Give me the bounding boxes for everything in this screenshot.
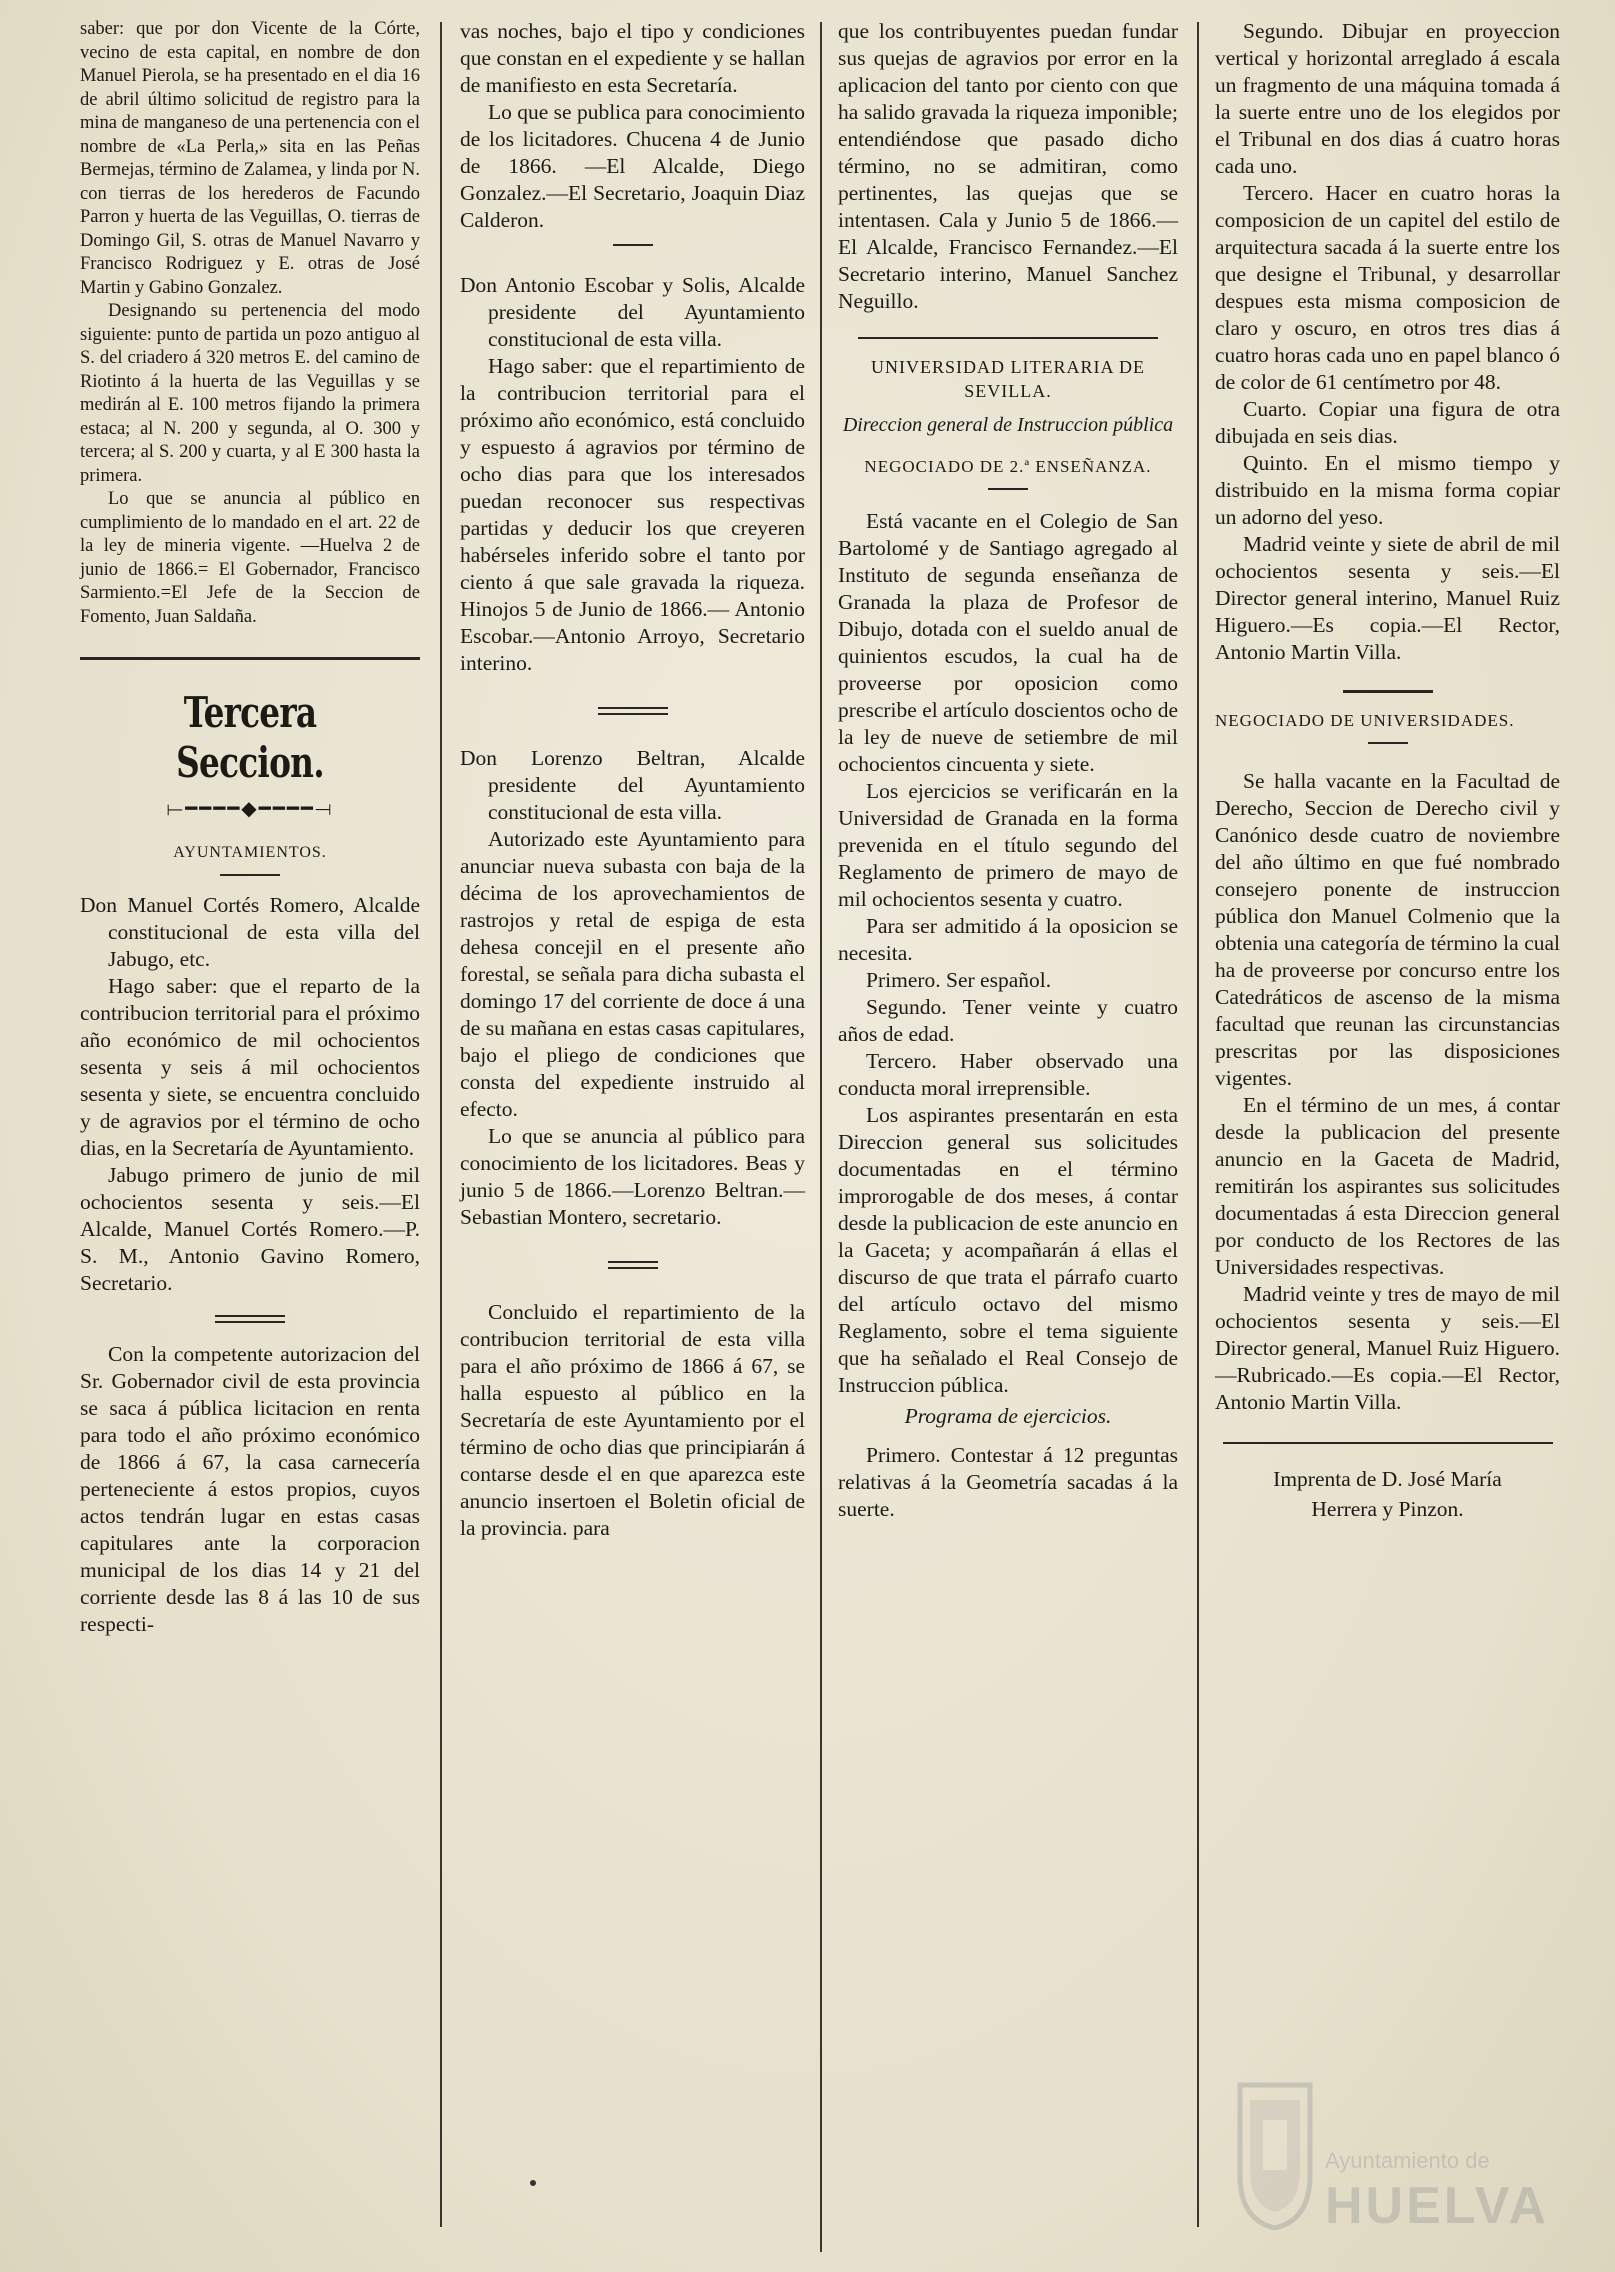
column-rule [440,22,442,2227]
beas-notice-body: Autorizado este Ayuntamiento para anunciar nueva subasta con baja de la décima de los aprovechamientos de rastrojos y retal de espiga de esta dehesa concejil en el presente año forestal, se señala para dicha subasta el domingo 17 del corriente de doce á una de su mañana en estas casas capitulares, bajo el pliego de condiciones que consta del expediente instruido al efecto. [460,827,805,1121]
imprenta-line-2: Herrera y Pinzon. [1311,1497,1464,1521]
chucena-notice-cont: vas noches, bajo el tipo y condiciones que constan en el expediente y se hallan de manifiesto en esta Secretaría. [460,19,805,97]
requisito-primero: Primero. Ser español. [866,968,1052,992]
beas-notice-signature: Lo que se anuncia al público para conocimiento de los licitadores. Beas y junio 5 de 1866.—Lorenzo Beltran.—Sebastian Montero, secretario. [460,1124,805,1229]
ejercicio-primero: Primero. Contestar á 12 preguntas relativas á la Geometría sacadas á la suerte. [838,1443,1178,1521]
double-dash-divider [598,707,668,715]
aspirantes-text: Los aspirantes presentarán en esta Direccion general sus solicitudes documentadas en el término improrogable de dos meses, á contar desde la publicacion de este anuncio en la Gaceta; y acompañarán á ellas el discurso de que trata el párrafo cuarto del artículo octavo del mismo Reglamento, sobre el tema siguiente que ha señalado el Real Consejo de Instruccion pública. [838,1103,1178,1397]
column-rule [1197,22,1199,2227]
mining-notice-closing: Lo que se anuncia al público en cumplimiento de lo mandado en el art. 22 de la ley de mineria vigente. —Huelva 2 de junio de 1866.= El Gobernador, Francisco Sarmiento.=El Jefe de la Seccion de Fomento, Juan Saldaña. [80,489,420,627]
madrid-signature-1: Madrid veinte y siete de abril de mil ochocientos sesenta y seis.—El Director general interino, Manuel Ruiz Higuero.—Es copia.—El Rector, Antonio Martin Villa. [1215,532,1560,664]
column-4 [1215,18,1560,1524]
derecho-vacancy-text: Se halla vacante en la Facultad de Derecho, Seccion de Derecho civil y Canónico desde cuatro de noviembre del año último en que fué nombrado consejero ponente de instruccion pública don Manuel Colmenio que la obtenia una categoría de término la cual ha de proveerse por concurso entre los Catedráticos de ascenso de la misma facultad que reunan las circunstancias prescritas por las disposiciones vigentes. [1215,769,1560,1090]
dash-divider [988,488,1028,490]
dibujo-vacancy-text: Está vacante en el Colegio de San Bartolomé y de Santiago agregado al Instituto de segunda enseñanza de Granada la plaza de Profesor de Dibujo, dotada con el sueldo anual de quinientos escudos, la cual ha de proveerse por oposicion como prescribe el artículo doscientos ocho de la ley de nueve de setiembre de mil ochocientos cincuenta y siete. [838,509,1178,776]
ejercicio-tercero: Tercero. Hacer en cuatro horas la composicion de un capitel del estilo de arquitectura sacada á la suerte entre los que designe el Tribunal, y desarrollar despues esta misma composicion de claro y oscuro, en otros tres dias á cuatro horas cada uno en papel blanco ó de color de 61 centímetro por 48. [1215,181,1560,394]
coat-of-arms-icon [1235,2080,1315,2230]
mining-notice-text: saber: que por don Vicente de la Córte, vecino de esta capital, en nombre de don Manuel Pierola, se ha presentado en el dia 16 de abril último solicitud de registro para la mina de manganeso de una pertenencia con el nombre de «La Perla,» sita en las Peñas Bermejas, término de Zalamea, y linda por N. con tierras de los herederos de Facundo Parron y huerta de las Veguillas, O. tierras de Domingo Gil, S. otras de Manuel Navarro y Francisco Rodriguez y E. otras de José Martin y Gabino Gonzalez. [80,19,420,298]
jabugo-notice-body: Hago saber: que el reparto de la contribucion territorial para el próximo año económico de mil ochocientos sesenta y seis á mil ochocientos sesenta y siete, se encuentra concluido y de agravios por el término de ocho dias, en la Secretaría de Ayuntamiento. [80,974,420,1160]
madrid-signature-2: Madrid veinte y tres de mayo de mil ochocientos sesenta y seis.—El Director general, Manuel Ruiz Higuero. —Rubricado.—Es copia.—El Rector, Antonio Martin Villa. [1215,1282,1560,1414]
plazo-text: En el término de un mes, á contar desde la publicacion del presente anuncio en la Gaceta de Madrid, remitirán los aspirantes sus solicitudes documentadas á esta Direccion general por conducto de los Rectores de las Universidades respectivas. [1215,1093,1560,1279]
section-divider [1343,690,1433,693]
direccion-heading: Direccion general de Instruccion pública [842,414,1174,436]
beas-notice-head: Don Lorenzo Beltran, Alcalde presidente del Ayuntamiento constitucional de esta villa. [460,746,805,824]
column-1 [80,18,420,1638]
admision-text: Para ser admitido á la oposicion se necesita. [838,914,1178,965]
ayuntamientos-heading: AYUNTAMIENTOS. [173,844,327,861]
programa-heading: Programa de ejercicios. [904,1404,1112,1428]
jabugo-notice-signature: Jabugo primero de junio de mil ochocientos sesenta y seis.—El Alcalde, Manuel Cortés Romero.—P. S. M., Antonio Gavino Romero, Secretario. [80,1163,420,1295]
section-divider [80,657,420,660]
requisito-tercero: Tercero. Haber observado una conducta moral irreprensible. [838,1049,1178,1100]
watermark-line-1: Ayuntamiento de [1325,2148,1490,2173]
section-divider [858,337,1158,339]
jabugo-notice-head: Don Manuel Cortés Romero, Alcalde constitucional de esta villa del Jabugo, etc. [80,893,420,971]
imprenta-line-1: Imprenta de D. José María [1273,1467,1502,1491]
column-rule [820,22,822,2252]
negociado-universidades-heading: NEGOCIADO DE UNIVERSIDADES. [1215,711,1515,730]
section-title: Tercera Seccion. [176,688,324,787]
requisito-segundo: Segundo. Tener veinte y cuatro años de edad. [838,995,1178,1046]
chucena-notice-signature: Lo que se publica para conocimiento de los licitadores. Chucena 4 de Junio de 1866. —El Alcalde, Diego Gonzalez.—El Secretario, Joaquin Diaz Calderon. [460,100,806,232]
double-dash-divider [608,1261,658,1269]
column-3 [838,18,1178,1523]
watermark-line-2: HUELVA [1325,2177,1550,2235]
ornament-divider: ⟝━━━━◆━━━━⟞ [166,798,334,820]
hinojos-notice-body: Hago saber: que el repartimiento de la contribucion territorial para el próximo año económico, está concluido y espuesto á agravios por término de ocho dias para que los interesados puedan reconocer sus respectivas partidas y deducir los que creyeren habérseles inferido sobre el tanto por ciento á que sale gravada la riqueza. Hinojos 5 de Junio de 1866.— Antonio Escobar.—Antonio Arroyo, Secretario interino. [460,354,805,675]
carniceria-notice: Con la competente autorizacion del Sr. Gobernador civil de esta provincia se saca á pública licitacion en renta para todo el año próximo económico de 1866 á 67, la casa carnecería perteneciente á estos propios, cuyos actos tendrán lugar en estas casas capitulares ante la corporacion municipal de los dias 14 y 21 del corriente desde las 8 á las 10 de sus respecti- [80,1342,420,1636]
ejercicio-cuarto: Cuarto. Copiar una figura de otra dibujada en seis dias. [1215,397,1560,448]
footer-divider [1223,1442,1553,1444]
cala-notice-cont: que los contribuyentes puedan fundar sus quejas de agravios por error en la aplicacion del tanto por ciento con que ha salido gravada la riqueza imponible; entendiéndose que pasado dicho término, no se admitiran, como pertinentes, las quejas que se intentasen. Cala y Junio 5 de 1866.—El Alcalde, Francisco Fernandez.—El Secretario interino, Manuel Sanchez Neguillo. [838,19,1178,313]
university-heading: UNIVERSIDAD LITERARIA DE SEVILLA. [871,357,1145,401]
ejercicio-segundo: Segundo. Dibujar en proyeccion vertical y horizontal arreglado á escala un fragmento de una máquina tomada á la suerte entre uno de los elegidos por el Tribunal en dos dias á cuatro horas cada uno. [1215,19,1560,178]
ejercicios-text: Los ejercicios se verificarán en la Universidad de Granada en la forma prevenida en el título segundo del Reglamento de primero de mayo de mil ochocientos sesenta y cuatro. [838,779,1178,911]
hinojos-notice-head: Don Antonio Escobar y Solis, Alcalde presidente del Ayuntamiento constitucional de esta villa. [460,273,805,351]
ink-dot [530,2180,536,2186]
watermark [1225,2070,1565,2250]
negociado-heading: NEGOCIADO DE 2.ª ENSEÑANZA. [864,457,1152,476]
double-dash-divider [215,1315,285,1323]
mining-notice-boundaries: Designando su pertenencia del modo siguiente: punto de partida un pozo antiguo al S. del criadero á 320 metros E. del camino de Riotinto á la huerta de las Veguillas y se medirán al E. 100 metros fijando la primera estaca; al N. 200 y segunda, al O. 300 y tercera; al S. 200 y cuarta, y al E 300 hasta la primera. [80,301,420,486]
cala-notice-body: Concluido el repartimiento de la contribucion territorial de esta villa para el año próximo de 1866 á 67, se halla espuesto al público en la Secretaría de este Ayuntamiento por el término de ocho dias que principiarán á contarse desde el en que aparezca este anuncio insertoen el Boletin oficial de la provincia. para [460,1300,805,1540]
dash-divider [1368,742,1408,744]
ejercicio-quinto: Quinto. En el mismo tiempo y distribuido en la misma forma copiar un adorno del yeso. [1215,451,1560,529]
column-2 [460,18,805,1542]
dash-divider [220,874,280,876]
dash-divider [613,244,653,246]
